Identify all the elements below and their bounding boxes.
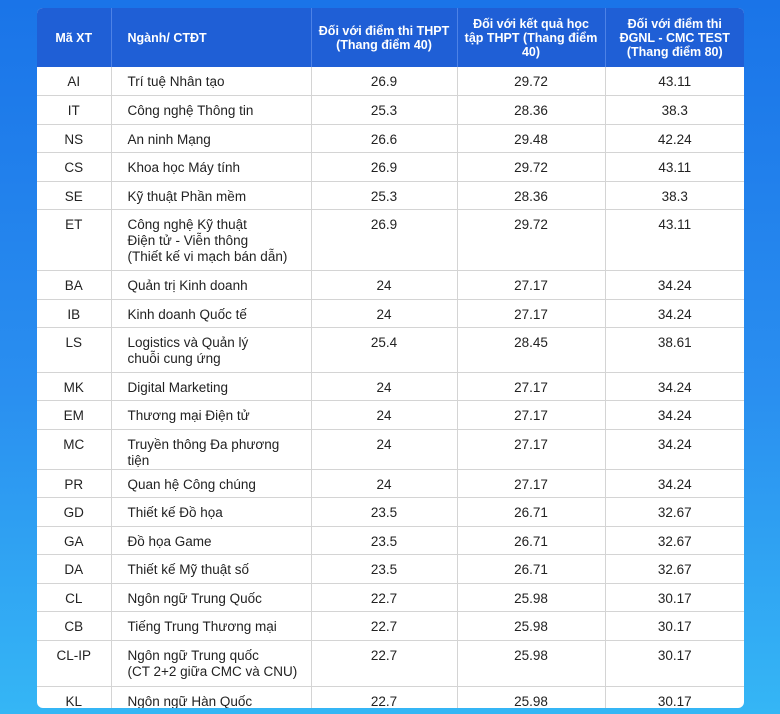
cell-dgnl: 34.24 [605, 271, 744, 300]
cell-major-line: (CT 2+2 giữa CMC và CNU) [127, 663, 298, 679]
cell-hoc-ba: 28.45 [457, 328, 605, 373]
cell-dgnl: 30.17 [605, 640, 744, 686]
table-row [37, 429, 744, 469]
table-row [37, 401, 744, 430]
cell-dgnl: 30.17 [605, 583, 744, 612]
score-table-card [37, 8, 744, 708]
cell-hoc-ba: 29.72 [457, 153, 605, 182]
cell-thpt: 22.7 [311, 583, 457, 612]
cell-thpt: 24 [311, 429, 457, 469]
cell-code: LS [37, 328, 111, 373]
table-row [37, 210, 744, 271]
cell-hoc-ba: 25.98 [457, 686, 605, 708]
cell-code: SE [37, 181, 111, 210]
cell-thpt: 23.5 [311, 526, 457, 555]
table-row [37, 153, 744, 182]
table-row [37, 526, 744, 555]
table-row [37, 612, 744, 641]
cell-dgnl: 30.17 [605, 686, 744, 708]
table-row [37, 640, 744, 686]
cell-hoc-ba: 27.17 [457, 429, 605, 469]
cell-dgnl: 38.61 [605, 328, 744, 373]
cell-major: An ninh Mạng [111, 124, 311, 153]
cell-dgnl: 38.3 [605, 181, 744, 210]
table-row [37, 469, 744, 498]
cell-major [111, 328, 311, 373]
cell-hoc-ba: 26.71 [457, 526, 605, 555]
table-body [37, 67, 744, 708]
cell-hoc-ba: 28.36 [457, 181, 605, 210]
cell-hoc-ba: 29.72 [457, 210, 605, 271]
cell-hoc-ba: 27.17 [457, 299, 605, 328]
cell-code: BA [37, 271, 111, 300]
cell-thpt: 22.7 [311, 640, 457, 686]
cell-thpt: 25.3 [311, 96, 457, 125]
cell-code: CB [37, 612, 111, 641]
cell-major: Thiết kế Mỹ thuật số [111, 555, 311, 584]
cell-hoc-ba: 27.17 [457, 401, 605, 430]
table-row [37, 67, 744, 96]
cell-thpt: 22.7 [311, 686, 457, 708]
cell-thpt: 26.6 [311, 124, 457, 153]
cell-code: NS [37, 124, 111, 153]
cell-major: Ngôn ngữ Hàn Quốc [111, 686, 311, 708]
cell-dgnl: 34.24 [605, 299, 744, 328]
cell-hoc-ba: 25.98 [457, 583, 605, 612]
cell-dgnl: 38.3 [605, 96, 744, 125]
table-row [37, 686, 744, 708]
cell-code: CL-IP [37, 640, 111, 686]
table-row [37, 372, 744, 401]
cell-code: AI [37, 67, 111, 96]
cell-thpt: 26.9 [311, 153, 457, 182]
table-row [37, 96, 744, 125]
table-row [37, 299, 744, 328]
cell-major: Công nghệ Thông tin [111, 96, 311, 125]
cell-major: Ngôn ngữ Trung Quốc [111, 583, 311, 612]
table-row [37, 271, 744, 300]
cell-thpt: 22.7 [311, 612, 457, 641]
cell-major-line: Ngôn ngữ Trung quốc [127, 647, 259, 663]
cell-thpt: 23.5 [311, 498, 457, 527]
cell-thpt: 24 [311, 299, 457, 328]
cell-major: Khoa học Máy tính [111, 153, 311, 182]
cell-code: KL [37, 686, 111, 708]
table-row [37, 328, 744, 373]
table-row [37, 181, 744, 210]
cell-code: ET [37, 210, 111, 271]
cell-major [111, 640, 311, 686]
cell-hoc-ba: 25.98 [457, 612, 605, 641]
header-hoc-ba: Đối với kết quả học tập THPT (Thang điểm 40) [457, 8, 605, 67]
header-dgnl: Đối với điểm thi ĐGNL - CMC TEST (Thang điểm 80) [605, 8, 744, 67]
cell-dgnl: 34.24 [605, 401, 744, 430]
cell-major: Trí tuệ Nhân tạo [111, 67, 311, 96]
cell-thpt: 25.3 [311, 181, 457, 210]
cell-code: PR [37, 469, 111, 498]
cell-dgnl: 43.11 [605, 210, 744, 271]
cell-thpt: 25.4 [311, 328, 457, 373]
cell-dgnl: 34.24 [605, 429, 744, 469]
cell-code: GA [37, 526, 111, 555]
cell-code: IB [37, 299, 111, 328]
cell-hoc-ba: 25.98 [457, 640, 605, 686]
header-major: Ngành/ CTĐT [111, 8, 311, 67]
cell-thpt: 24 [311, 401, 457, 430]
cell-dgnl: 43.11 [605, 153, 744, 182]
cell-hoc-ba: 29.72 [457, 67, 605, 96]
cell-code: DA [37, 555, 111, 584]
table-row [37, 124, 744, 153]
cell-hoc-ba: 27.17 [457, 469, 605, 498]
cell-major: Kinh doanh Quốc tế [111, 299, 311, 328]
cell-thpt: 23.5 [311, 555, 457, 584]
cell-hoc-ba: 28.36 [457, 96, 605, 125]
cell-major: Truyền thông Đa phương tiện [111, 429, 311, 469]
header-thpt: Đối với điểm thi THPT (Thang điểm 40) [311, 8, 457, 67]
cell-dgnl: 32.67 [605, 498, 744, 527]
cell-major-line: (Thiết kế vi mạch bán dẫn) [127, 249, 288, 264]
cell-major-line: Điện tử - Viễn thông [127, 233, 249, 248]
cell-thpt: 26.9 [311, 67, 457, 96]
cell-major: Đồ họa Game [111, 526, 311, 555]
cell-code: CS [37, 153, 111, 182]
cell-dgnl: 34.24 [605, 469, 744, 498]
cell-hoc-ba: 26.71 [457, 555, 605, 584]
cell-thpt: 26.9 [311, 210, 457, 271]
cell-hoc-ba: 27.17 [457, 271, 605, 300]
admission-score-table [37, 8, 744, 708]
cell-major-line: Công nghệ Kỹ thuật [127, 217, 247, 232]
cell-major: Quản trị Kinh doanh [111, 271, 311, 300]
cell-dgnl: 32.67 [605, 555, 744, 584]
cell-major: Digital Marketing [111, 372, 311, 401]
cell-code: CL [37, 583, 111, 612]
cell-code: IT [37, 96, 111, 125]
cell-major: Tiếng Trung Thương mại [111, 612, 311, 641]
cell-dgnl: 32.67 [605, 526, 744, 555]
cell-code: MC [37, 429, 111, 469]
cell-hoc-ba: 29.48 [457, 124, 605, 153]
table-header-row [37, 8, 744, 67]
cell-dgnl: 34.24 [605, 372, 744, 401]
cell-major: Kỹ thuật Phần mềm [111, 181, 311, 210]
cell-thpt: 24 [311, 469, 457, 498]
cell-major: Quan hệ Công chúng [111, 469, 311, 498]
cell-code: MK [37, 372, 111, 401]
header-code: Mã XT [37, 8, 111, 67]
table-row [37, 583, 744, 612]
cell-dgnl: 43.11 [605, 67, 744, 96]
table-row [37, 498, 744, 527]
cell-code: EM [37, 401, 111, 430]
cell-major: Thiết kế Đồ họa [111, 498, 311, 527]
cell-major [111, 210, 311, 271]
cell-dgnl: 30.17 [605, 612, 744, 641]
cell-dgnl: 42.24 [605, 124, 744, 153]
cell-thpt: 24 [311, 271, 457, 300]
cell-major: Thương mại Điện tử [111, 401, 311, 430]
cell-hoc-ba: 26.71 [457, 498, 605, 527]
cell-major-line: chuỗi cung ứng [127, 351, 221, 366]
table-row [37, 555, 744, 584]
cell-hoc-ba: 27.17 [457, 372, 605, 401]
cell-major-line: Logistics và Quản lý [127, 335, 249, 350]
cell-code: GD [37, 498, 111, 527]
cell-thpt: 24 [311, 372, 457, 401]
